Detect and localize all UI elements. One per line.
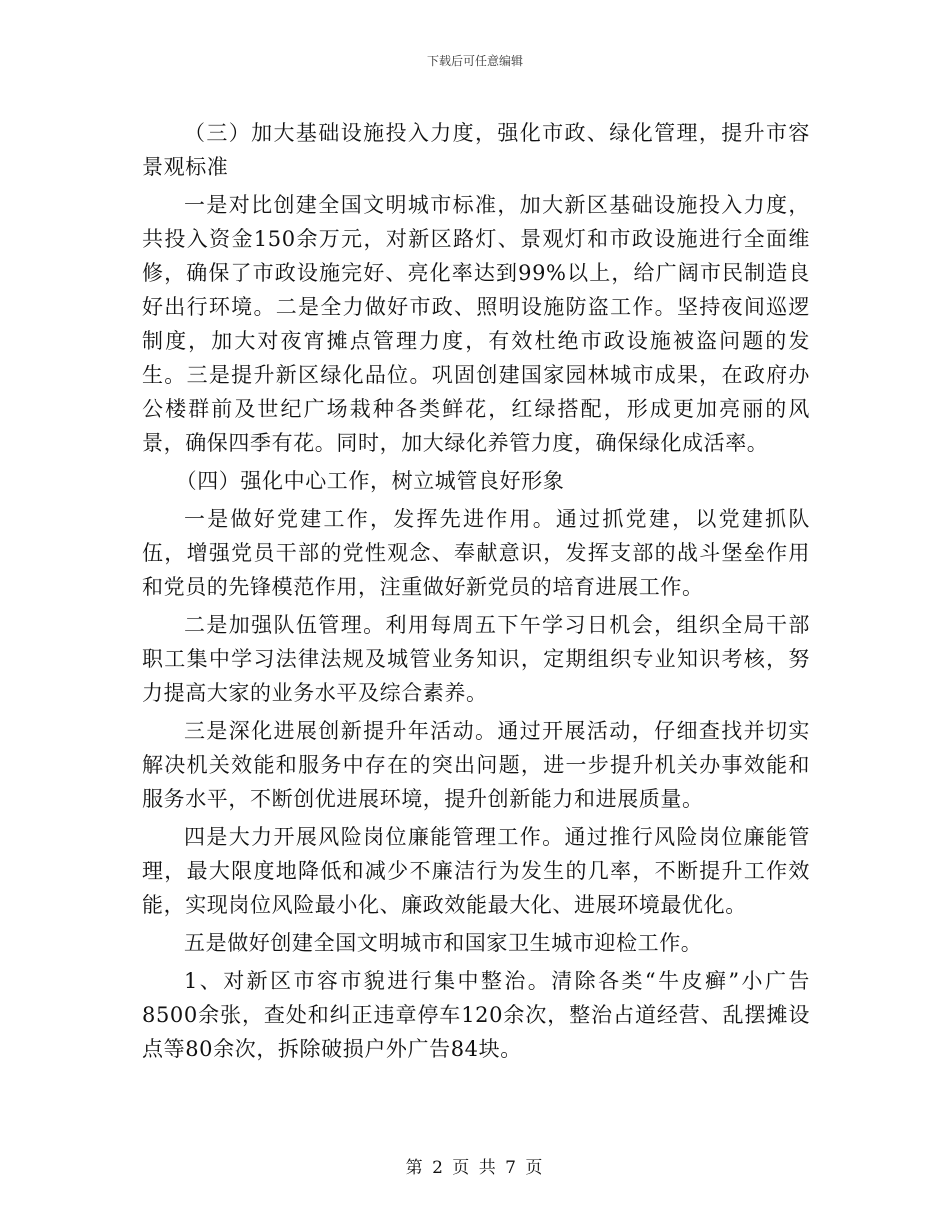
section-heading-3: （三）加大基础设施投入力度，强化市政、绿化管理，提升市容景观标准 — [142, 121, 810, 179]
body-paragraph: 一是做好党建工作，发挥先进作用。通过抓党建，以党建抓队伍，增强党员干部的党性观念、奉献意识，发挥支部的战斗堡垒作用和党员的先锋模范作用，注重做好新党员的培育进展工作。 — [142, 507, 810, 599]
body-paragraph: 四是大力开展风险岗位廉能管理工作。通过推行风险岗位廉能管理，最大限度地降低和减少不廉洁行为发生的几率，不断提升工作效能，实现岗位风险最小化、廉政效能最大化、进展环境最优化。 — [142, 825, 810, 917]
body-paragraph: 一是对比创建全国文明城市标准，加大新区基础设施投入力度，共投入资金150余万元，对新区路灯、景观灯和市政设施进行全面维修，确保了市政设施完好、亮化率达到99%以上，给广阔市民制造良好出行环境。二是全力做好市政、照明设施防盗工作。坚持夜间巡逻制度，加大对夜宵摊点管理力度，有效杜绝市政设施被盗问题的发生。三是提升新区绿化品位。巩固创建国家园林城市成果，在政府办公楼群前及世纪广场栽种各类鲜花，红绿搭配，形成更加亮丽的风景，确保四季有花。同时，加大绿化养管力度，确保绿化成活率。 — [142, 193, 810, 455]
body-paragraph: 五是做好创建全国文明城市和国家卫生城市迎检工作。 — [184, 931, 703, 955]
page-header: 下载后可任意编辑 — [426, 54, 523, 68]
page-footer: 第 2 页 共 7 页 — [405, 1158, 545, 1178]
body-paragraph: 1、对新区市容市貌进行集中整治。清除各类“牛皮癣”小广告8500余张，查处和纠正违章停车120余次，整治占道经营、乱摆摊设点等80余次，拆除破损户外广告84块。 — [142, 969, 810, 1061]
body-paragraph: 二是加强队伍管理。利用每周五下午学习日机会，组织全局干部职工集中学习法律法规及城管业务知识，定期组织专业知识考核，努力提高大家的业务水平及综合素养。 — [142, 613, 810, 705]
document-body — [142, 112, 810, 1066]
body-paragraph: 三是深化进展创新提升年活动。通过开展活动，仔细查找并切实解决机关效能和服务中存在的突出问题，进一步提升机关办事效能和服务水平，不断创优进展环境，提升创新能力和进展质量。 — [142, 719, 810, 811]
section-heading-4: （四）强化中心工作，树立城管良好形象 — [175, 469, 565, 493]
